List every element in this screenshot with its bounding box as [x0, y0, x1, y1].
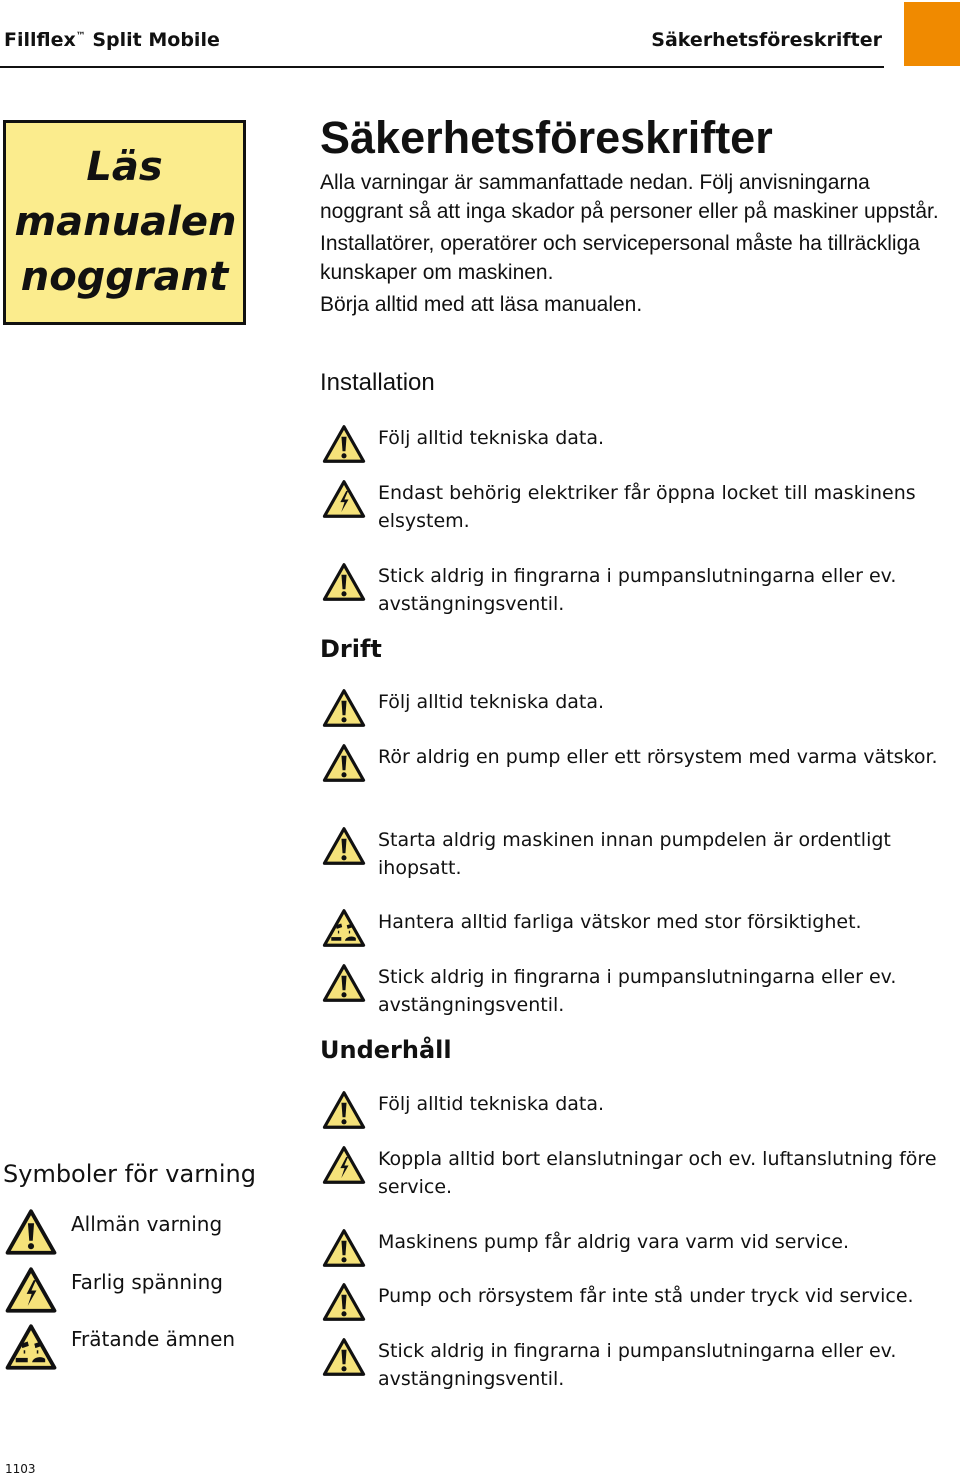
warning-icon — [3, 1208, 59, 1256]
intro-text — [320, 168, 940, 322]
corrosive-icon — [3, 1323, 59, 1371]
warning-text: Koppla alltid bort elanslutningar och ev. luftanslutning före service. — [378, 1148, 937, 1198]
warning-icon — [322, 1228, 366, 1268]
section-heading-drift: Drift — [320, 635, 382, 663]
section-tab-marker — [904, 2, 960, 66]
callout-line: noggrant — [20, 254, 229, 300]
section-heading-underhall: Underhåll — [320, 1036, 452, 1064]
warning-icon — [322, 1337, 366, 1377]
warning-icon — [322, 1090, 366, 1130]
warning-icon — [322, 1282, 366, 1322]
section-heading-installation: Installation — [320, 369, 435, 396]
warning-icon — [322, 562, 366, 602]
product-suffix: Split Mobile — [85, 29, 220, 51]
trademark-mark: ™ — [75, 31, 86, 42]
callout-line: manualen — [14, 199, 237, 245]
warning-text: Starta aldrig maskinen innan pumpdelen är ordentligt ihopsatt. — [378, 829, 891, 879]
product-prefix: Fillflex — [4, 29, 76, 51]
read-manual-callout — [3, 120, 246, 325]
callout-line: Läs — [86, 144, 163, 190]
callout-text — [15, 140, 235, 305]
warning-text: Stick aldrig in fingrarna i pumpanslutningarna eller ev. avstängningsventil. — [378, 1340, 897, 1390]
header-section-title: Säkerhetsföreskrifter — [651, 29, 882, 51]
warning-text: Endast behörig elektriker får öppna locket till maskinens elsystem. — [378, 482, 916, 532]
warning-text: Rör aldrig en pump eller ett rörsystem med varma vätskor. — [378, 746, 938, 768]
warning-text: Pump och rörsystem får inte stå under tryck vid service. — [378, 1285, 914, 1307]
warning-text: Följ alltid tekniska data. — [378, 427, 605, 449]
warning-icon — [322, 826, 366, 866]
symbol-label: Allmän varning — [71, 1212, 223, 1236]
warning-text: Hantera alltid farliga vätskor med stor försiktighet. — [378, 911, 862, 933]
corrosive-icon — [322, 908, 366, 948]
warning-text: Maskinens pump får aldrig vara varm vid service. — [378, 1231, 850, 1253]
symbol-label: Frätande ämnen — [71, 1327, 236, 1351]
symbol-label: Farlig spänning — [71, 1270, 223, 1294]
intro-paragraph: Alla varningar är sammanfattade nedan. Följ anvisningarna noggrant så att inga skador på personer eller på maskiner uppstår. — [320, 171, 939, 223]
warning-text: Stick aldrig in fingrarna i pumpanslutningarna eller ev. avstängningsventil. — [378, 966, 897, 1016]
warning-text: Stick aldrig in fingrarna i pumpanslutningarna eller ev. avstängningsventil. — [378, 565, 897, 615]
intro-paragraph: Börja alltid med att läsa manualen. — [320, 293, 643, 316]
warning-text: Följ alltid tekniska data. — [378, 1093, 605, 1115]
warning-icon — [322, 743, 366, 783]
high-voltage-icon — [3, 1266, 59, 1314]
symbols-heading: Symboler för varning — [3, 1160, 256, 1188]
intro-paragraph: Installatörer, operatörer och servicepersonal måste ha tillräckliga kunskaper om maskinen. — [320, 232, 920, 284]
warning-icon — [322, 688, 366, 728]
header-divider — [0, 66, 884, 68]
page-number: 1103 — [5, 1462, 36, 1476]
warning-icon — [322, 963, 366, 1003]
warning-icon — [322, 424, 366, 464]
high-voltage-icon — [322, 1145, 366, 1185]
high-voltage-icon — [322, 479, 366, 519]
page-title: Säkerhetsföreskrifter — [320, 112, 773, 163]
product-name — [4, 29, 220, 51]
warning-text: Följ alltid tekniska data. — [378, 691, 605, 713]
